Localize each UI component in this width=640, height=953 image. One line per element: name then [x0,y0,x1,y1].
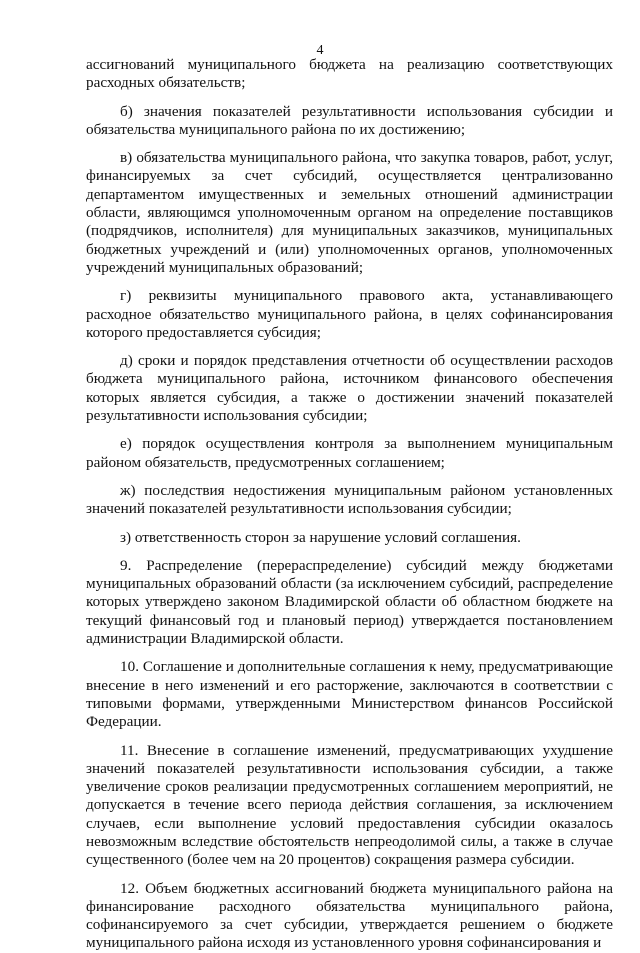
paragraph-clause-10: 10. Соглашение и дополнительные соглашения к нему, предусматривающие внесение в него изменений и его расторжение, заключаются в соответствии с типовыми формами, утвержденными Министерством финансов Российской Федерации. [86,658,613,731]
paragraph-item-d: д) сроки и порядок представления отчетности об осуществлении расходов бюджета муниципального района, источником финансового обеспечения которых является субсидия, а также о достижении значений показателей результативности использования субсидии; [86,352,613,425]
paragraph-item-b: б) значения показателей результативности использования субсидии и обязательства муниципального района по их достижению; [86,102,613,138]
paragraph-clause-11: 11. Внесение в соглашение изменений, предусматривающих ухудшение значений показателей результативности использования субсидии, а также увеличение сроков реализации предусмотренных соглашением мероприятий, не допускается в течение всего периода действия соглашения, за исключением случаев, если выполнение условий предоставления субсидии оказалось невозможным вследствие обстоятельств непреодолимой силы, а также в случае существенного (более чем на 20 процентов) сокращения размера субсидии. [86,741,613,869]
paragraph-clause-12: 12. Объем бюджетных ассигнований бюджета муниципального района на финансирование расходного обязательства муниципального района, софинансируемого за счет субсидии, утверждается решением о бюджете муниципального района исходя из установленного уровня софинансирования и [86,879,613,952]
paragraph-item-g: г) реквизиты муниципального правового акта, устанавливающего расходное обязательство муниципального района, в целях софинансирования которого предоставляется субсидия; [86,287,613,341]
paragraph-item-zh: ж) последствия недостижения муниципальным районом установленных значений показателей результативности использования субсидии; [86,481,613,518]
paragraph-clause-9: 9. Распределение (перераспределение) субсидий между бюджетами муниципальных образований области (за исключением субсидий, распределение которых утверждено законом Владимирской области об областном бюджете на текущий финансовый год и плановый период) утверждается постановлением администрации Владимирской области. [86,556,613,648]
page-number: 4 [316,43,324,58]
paragraph-continuation: ассигнований муниципального бюджета на реализацию соответствующих расходных обязательств; [86,56,613,92]
paragraph-item-e: е) порядок осуществления контроля за выполнением муниципальным районом обязательств, предусмотренных соглашением; [86,435,613,471]
paragraph-item-z: з) ответственность сторон за нарушение условий соглашения. [120,528,521,546]
paragraph-item-v: в) обязательства муниципального района, что закупка товаров, работ, услуг, финансируемых за счет субсидий, осуществляется централизованно департаментом имущественных и земельных отношений администрации области, являющимся уполномоченным органом на определение поставщиков (подрядчиков, исполнителя) для муниципальных заказчиков, муниципальных бюджетных учреждений и (или) уполномоченных органов, уполномоченных учреждений муниципальных образований; [86,149,613,276]
document-body [86,56,613,953]
